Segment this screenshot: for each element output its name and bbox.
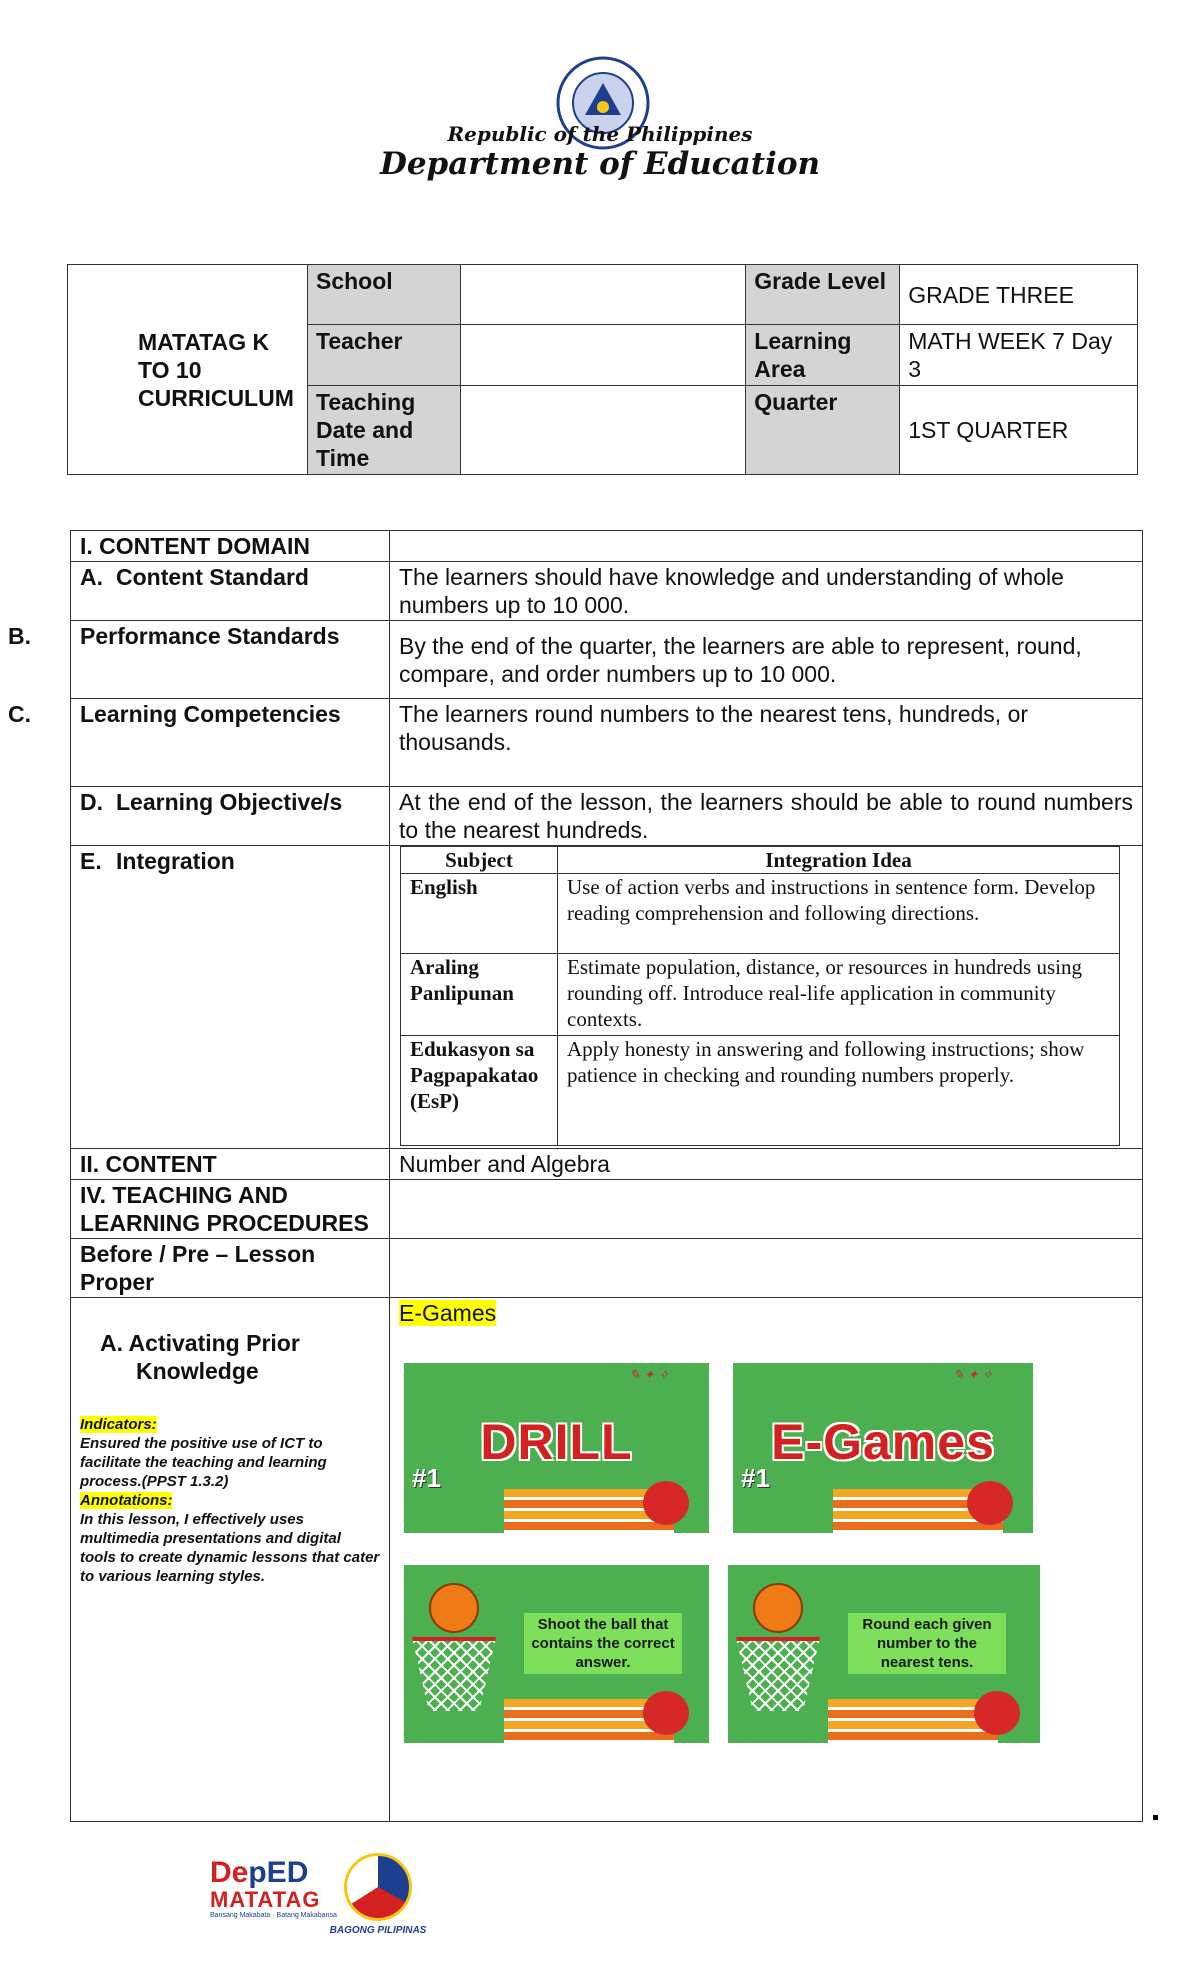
annotations-text: In this lesson, I effectively uses multimedia presentations and digital tools to create dynamic lessons that cater to various learning styles. bbox=[80, 1511, 380, 1585]
integration-col-subject: Subject bbox=[401, 847, 558, 874]
integration-col-idea: Integration Idea bbox=[558, 847, 1120, 874]
integration-subject: English bbox=[401, 874, 558, 954]
teacher-label: Teacher bbox=[307, 325, 460, 386]
pencils-decoration bbox=[828, 1699, 998, 1743]
floating-numbers-decoration: ✎ ✦ ✧ bbox=[953, 1367, 993, 1382]
floating-numbers-decoration: ✎ ✦ ✧ bbox=[629, 1367, 669, 1382]
grade-level-label: Grade Level bbox=[746, 265, 900, 325]
matatag-wordmark: MATATAG bbox=[210, 1887, 321, 1912]
content-standard-label: A. Content Standard bbox=[71, 562, 390, 621]
grade-level-value: GRADE THREE bbox=[900, 265, 1138, 325]
sun-emblem-icon bbox=[344, 1853, 412, 1921]
learning-area-value: MATH WEEK 7 Day 3 bbox=[900, 325, 1138, 386]
activating-label: A. Activating Prior Knowledge bbox=[100, 1330, 300, 1384]
learning-area-label: Learning Area bbox=[746, 325, 900, 386]
integration-subject: Araling Panlipunan bbox=[401, 954, 558, 1036]
activating-prior-knowledge-cell bbox=[71, 1298, 390, 1822]
curriculum-name: MATATAG K TO 10 CURRICULUM bbox=[68, 265, 308, 475]
basketball-hoop-icon bbox=[736, 1637, 820, 1711]
basketball-icon bbox=[429, 1583, 479, 1633]
learning-competencies-value: The learners round numbers to the nearest tens, hundreds, or thousands. bbox=[390, 699, 1143, 787]
content-domain-empty bbox=[390, 531, 1143, 562]
school-label: School bbox=[307, 265, 460, 325]
integration-idea: Estimate population, distance, or resources in hundreds using rounding off. Introduce real-life application in community contexts. bbox=[558, 954, 1120, 1036]
content-domain-heading: I. CONTENT DOMAIN bbox=[71, 531, 390, 562]
teacher-value bbox=[460, 325, 745, 386]
learning-objective-label: D. Learning Objective/s bbox=[71, 787, 390, 846]
school-value bbox=[460, 265, 745, 325]
drill-slide-image bbox=[404, 1363, 709, 1533]
bagong-pilipinas-logo bbox=[318, 1853, 438, 1936]
teaching-date-value bbox=[460, 386, 745, 475]
round-number-slide-image bbox=[728, 1565, 1040, 1743]
number-one-figure: #1 bbox=[741, 1463, 770, 1493]
integration-idea: Apply honesty in answering and following instructions; show patience in checking and rounding numbers properly. bbox=[558, 1036, 1120, 1146]
matatag-tagline: Bansang Makabata · Batang Makabansa bbox=[210, 1912, 337, 1919]
integration-table bbox=[400, 846, 1120, 1146]
apple-decoration bbox=[643, 1691, 689, 1735]
procedures-heading: IV. TEACHING AND LEARNING PROCEDURES bbox=[71, 1180, 390, 1239]
apple-decoration bbox=[967, 1481, 1013, 1525]
egames-slide-image bbox=[733, 1363, 1033, 1533]
number-one-figure: #1 bbox=[412, 1463, 441, 1493]
department-heading: Department of Education bbox=[379, 146, 821, 182]
apple-decoration bbox=[643, 1481, 689, 1525]
before-lesson-empty bbox=[390, 1239, 1143, 1298]
deped-wordmark: DepED bbox=[210, 1856, 309, 1889]
learning-competencies-label: C. Learning Competencies bbox=[71, 699, 390, 787]
before-lesson-heading: Before / Pre – Lesson Proper bbox=[71, 1239, 390, 1298]
procedures-empty bbox=[390, 1180, 1143, 1239]
content-value: Number and Algebra bbox=[390, 1149, 1143, 1180]
lesson-info-table bbox=[67, 264, 1138, 475]
slide-title: E-Games bbox=[771, 1414, 995, 1470]
performance-standards-value: By the end of the quarter, the learners are able to represent, round, compare, and order numbers up to 10 000. bbox=[390, 621, 1143, 699]
annotations-label: Annotations: bbox=[80, 1492, 173, 1509]
indicators-block bbox=[80, 1415, 380, 1586]
slide-instruction: Round each given number to the nearest tens. bbox=[848, 1613, 1006, 1674]
integration-cell bbox=[390, 846, 1143, 1149]
quarter-value: 1ST QUARTER bbox=[900, 386, 1138, 475]
apple-decoration bbox=[974, 1691, 1020, 1735]
slide-title: DRILL bbox=[480, 1414, 633, 1470]
teaching-date-label: Teaching Date and Time bbox=[307, 386, 460, 475]
content-heading: II. CONTENT bbox=[71, 1149, 390, 1180]
slide-instruction: Shoot the ball that contains the correct answer. bbox=[524, 1613, 682, 1674]
performance-standards-label: B. Performance Standards bbox=[71, 621, 390, 699]
indicators-text: Ensured the positive use of ICT to facilitate the teaching and learning process.(PPST 1.3.2) bbox=[80, 1435, 327, 1490]
integration-subject: Edukasyon sa Pagpapakatao (EsP) bbox=[401, 1036, 558, 1146]
indicators-label: Indicators: bbox=[80, 1416, 157, 1433]
content-standard-value: The learners should have knowledge and understanding of whole numbers up to 10 000. bbox=[390, 562, 1143, 621]
integration-idea: Use of action verbs and instructions in sentence form. Develop reading comprehension and following directions. bbox=[558, 874, 1120, 954]
shoot-ball-slide-image bbox=[404, 1565, 709, 1743]
republic-heading: Republic of the Philippines bbox=[447, 122, 753, 146]
egames-heading: E-Games bbox=[399, 1300, 497, 1326]
bagong-pilipinas-text: BAGONG PILIPINAS bbox=[329, 1925, 427, 1936]
page-dot bbox=[1153, 1815, 1158, 1820]
integration-label: E. Integration bbox=[71, 846, 390, 1149]
basketball-icon bbox=[753, 1583, 803, 1633]
basketball-hoop-icon bbox=[412, 1637, 496, 1711]
learning-objective-value: At the end of the lesson, the learners should be able to round numbers to the nearest hundreds. bbox=[390, 787, 1143, 846]
quarter-label: Quarter bbox=[746, 386, 900, 475]
